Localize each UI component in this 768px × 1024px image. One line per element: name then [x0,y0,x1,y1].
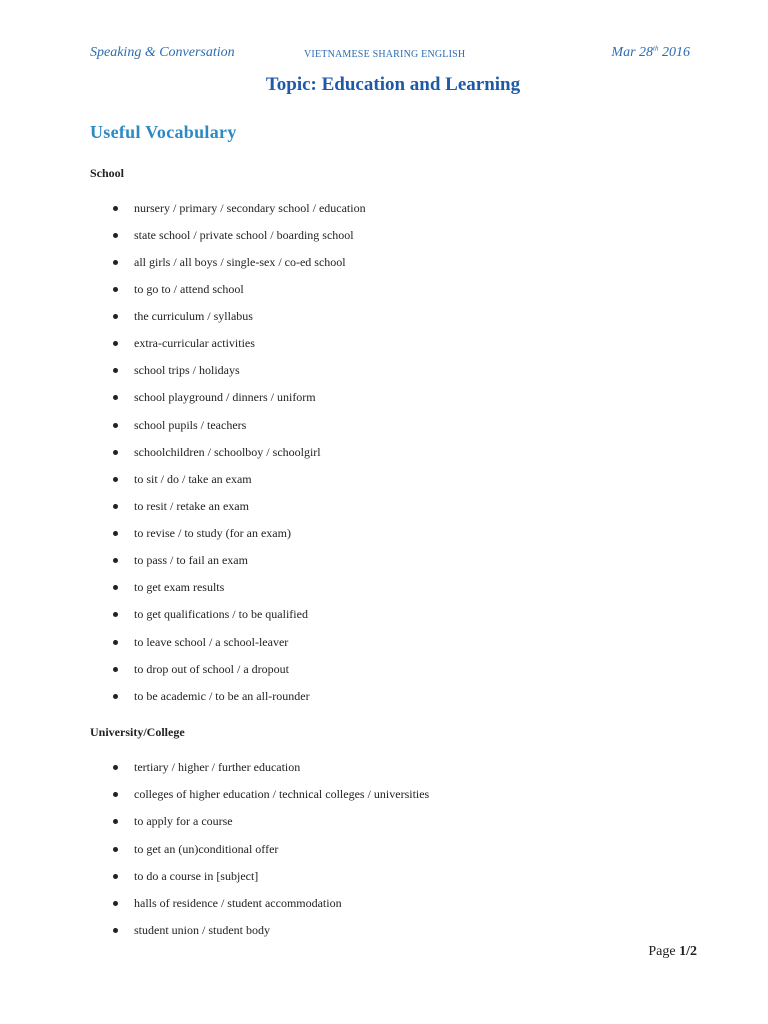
header-date-suffix: th [653,44,659,53]
bullet-icon [113,792,118,797]
bullet-icon [113,206,118,211]
bullet-icon [113,450,118,455]
bullet-icon [113,314,118,319]
list-item-text: student union / student body [134,923,270,937]
bullet-icon [113,558,118,563]
page-title: Topic: Education and Learning [265,74,521,95]
header-date-year: 2016 [658,45,690,60]
header-organization: VIETNAMESE SHARING ENGLISH [304,49,466,60]
bullet-icon [113,477,118,482]
list-item-text: school pupils / teachers [134,418,247,432]
list-item-text: to get an (un)conditional offer [134,842,279,856]
bullet-icon [113,694,118,699]
list-item-text: schoolchildren / schoolboy / schoolgirl [134,445,321,459]
bullet-icon [113,667,118,672]
bullet-icon [113,874,118,879]
bullet-icon [113,612,118,617]
list-item [113,280,673,298]
list-item-text: halls of residence / student accommodation [134,896,342,910]
list-item [113,497,673,515]
list-item-text: to apply for a course [134,814,233,828]
list-item-text: to get qualifications / to be qualified [134,607,308,621]
list-item [113,894,673,912]
subheading-school: School [90,166,125,180]
list-item-text: to revise / to study (for an exam) [134,526,291,540]
list-item-text: school playground / dinners / uniform [134,390,316,404]
list-item-text: to sit / do / take an exam [134,472,252,486]
header-course-title: Speaking & Conversation [90,45,235,60]
list-item-text: to be academic / to be an all-rounder [134,689,310,703]
list-item [113,551,673,569]
bullet-icon [113,847,118,852]
list-item [113,443,673,461]
list-item [113,199,673,217]
list-item [113,226,673,244]
bullet-icon [113,640,118,645]
list-item-text: the curriculum / syllabus [134,309,253,323]
bullet-icon [113,395,118,400]
list-item [113,253,673,271]
list-item-text: colleges of higher education / technical colleges / universities [134,787,430,801]
list-item [113,524,673,542]
bullet-icon [113,368,118,373]
page-number-value: 1/2 [679,944,697,959]
list-item [113,578,673,596]
list-item-text: tertiary / higher / further education [134,760,301,774]
list-item [113,388,673,406]
bullet-icon [113,901,118,906]
list-item [113,785,673,803]
list-item [113,921,673,939]
list-item-text: school trips / holidays [134,363,240,377]
list-item [113,361,673,379]
subheading-university: University/College [90,725,185,739]
list-item-text: to leave school / a school-leaver [134,635,289,649]
bullet-icon [113,233,118,238]
list-item-text: state school / private school / boarding school [134,228,354,242]
header-date [611,45,690,61]
bullet-icon [113,287,118,292]
list-item [113,307,673,325]
list-item [113,660,673,678]
list-item [113,812,673,830]
list-item-text: to resit / retake an exam [134,499,249,513]
list-item [113,605,673,623]
list-item-text: all girls / all boys / single-sex / co-ed school [134,255,346,269]
list-item-text: to go to / attend school [134,282,244,296]
bullet-icon [113,928,118,933]
bullet-icon [113,341,118,346]
header-date-main: Mar 28 [611,45,654,60]
list-item [113,416,673,434]
list-item [113,840,673,858]
list-item [113,633,673,651]
list-item-text: nursery / primary / secondary school / education [134,201,366,215]
page-number-label: Page [648,944,680,959]
list-item-text: to pass / to fail an exam [134,553,248,567]
bullet-icon [113,423,118,428]
list-item-text: to drop out of school / a dropout [134,662,289,676]
bullet-icon [113,585,118,590]
list-item [113,334,673,352]
section-title: Useful Vocabulary [90,122,237,142]
list-item-text: extra-curricular activities [134,336,255,350]
list-item [113,687,673,705]
bullet-icon [113,765,118,770]
bullet-icon [113,504,118,509]
list-item [113,470,673,488]
bullet-icon [113,819,118,824]
bullet-icon [113,531,118,536]
list-item [113,867,673,885]
list-item-text: to do a course in [subject] [134,869,259,883]
list-item-text: to get exam results [134,580,225,594]
page-number [648,944,697,960]
bullet-icon [113,260,118,265]
list-item [113,758,673,776]
